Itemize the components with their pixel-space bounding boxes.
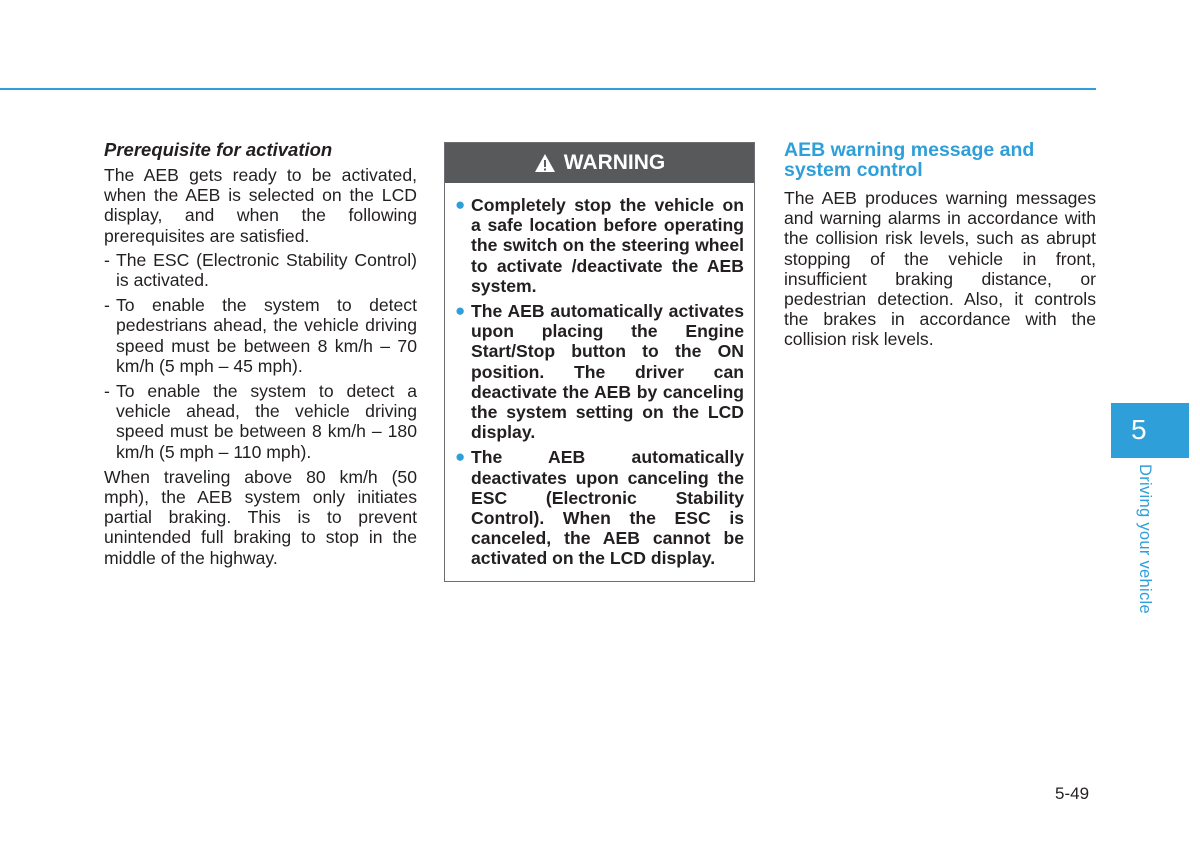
- warning-title: WARNING: [563, 151, 666, 174]
- aeb-warning-body: The AEB produces warning messages and warning alarms in accordance with the collision risk levels, such as abrupt stopping of the vehicle in front, insufficient braking distance, or pedestrian detection. Also, it controls the brakes in accordance with the collision risk levels.: [784, 188, 1096, 350]
- left-column: [104, 138, 417, 568]
- warning-list: [445, 183, 754, 569]
- warning-header: [445, 143, 754, 183]
- prerequisite-list: [104, 250, 417, 462]
- warning-triangle-icon: [534, 153, 556, 173]
- prerequisite-intro: The AEB gets ready to be activated, when the AEB is selected on the LCD display, and when the following prerequisites are satisfied.: [104, 165, 417, 246]
- bullet-icon: ●: [455, 195, 466, 214]
- list-item: ● The AEB automatically deactivates upon canceling the ESC (Electronic Stability Control). When the ESC is canceled, the AEB cannot be activated on the LCD display.: [455, 447, 744, 569]
- chapter-number: 5: [1131, 414, 1147, 445]
- bullet-icon: ●: [455, 447, 466, 467]
- list-item: ● Completely stop the vehicle on a safe location before operating the switch on the steering wheel to activate /deactivate the AEB system.: [455, 195, 744, 296]
- list-item: - To enable the system to detect a vehicle ahead, the vehicle driving speed must be between 8 km/h – 180 km/h (5 mph – 110 mph).: [104, 381, 417, 462]
- warning-box: [444, 142, 755, 582]
- prerequisite-heading: Prerequisite for activation: [104, 139, 333, 160]
- prerequisite-outro: When traveling above 80 km/h (50 mph), the AEB system only initiates partial braking. This is to prevent unintended full braking to stop in the middle of the highway.: [104, 466, 417, 568]
- top-rule: [0, 88, 1096, 90]
- list-item: ● The AEB automatically activates upon placing the Engine Start/Stop button to the ON position. The driver can deactivate the AEB by canceling the system setting on the LCD display.: [455, 301, 744, 443]
- bullet-icon: ●: [455, 301, 466, 321]
- list-item: - The ESC (Electronic Stability Control) is activated.: [104, 249, 417, 291]
- chapter-tab: [1111, 403, 1189, 458]
- page-number: 5-49: [1055, 784, 1090, 803]
- list-item: - To enable the system to detect pedestrians ahead, the vehicle driving speed must be between 8 km/h – 70 km/h (5 mph – 45 mph).: [104, 295, 417, 376]
- chapter-label: Driving your vehicle: [1136, 464, 1154, 614]
- aeb-warning-heading: AEB warning message and system control: [784, 139, 1035, 181]
- right-column: [784, 140, 1096, 350]
